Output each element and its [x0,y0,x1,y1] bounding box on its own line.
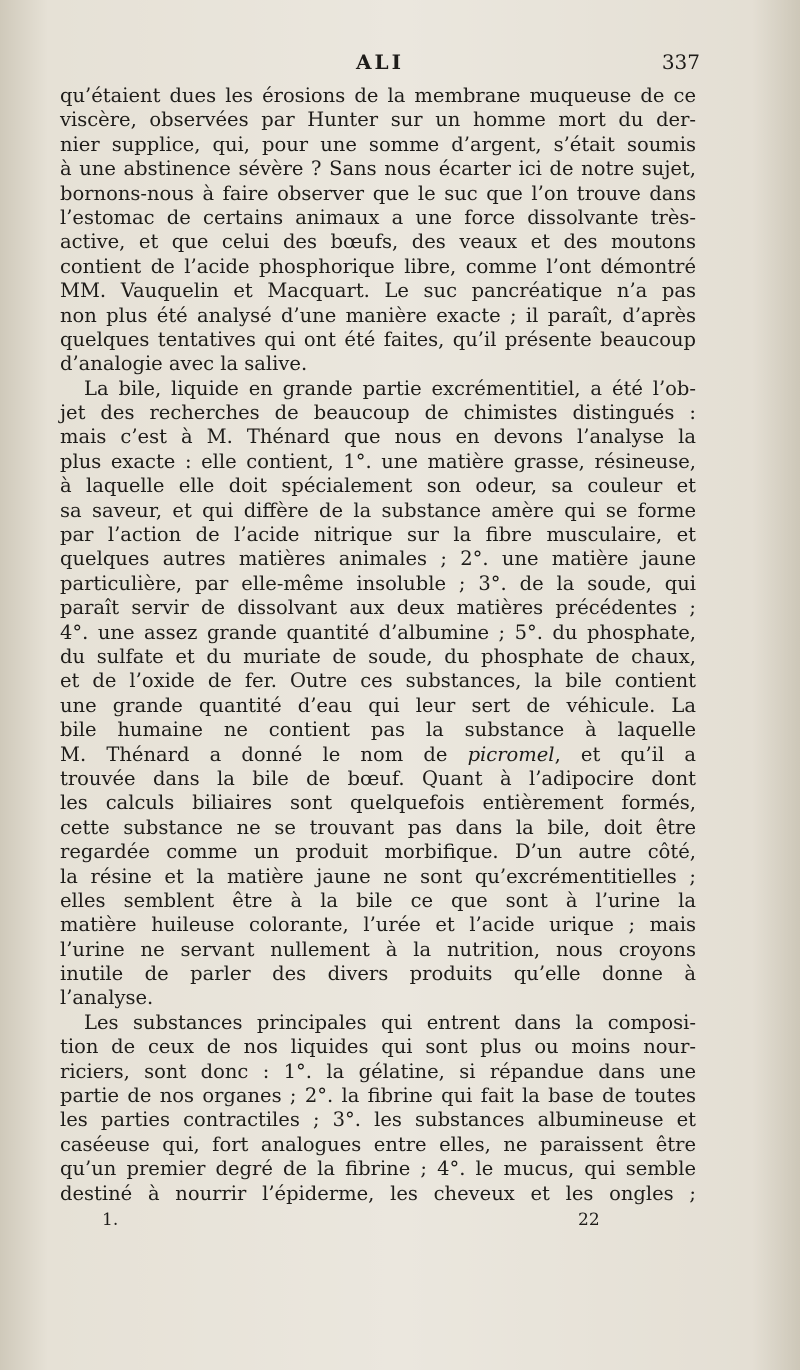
text-line: par l’action de l’acide nitrique sur la fibre musculaire, et [60,523,696,547]
text-line: Les substances principales qui entrent dans la composi- [84,1010,696,1034]
text-line: cette substance ne se trouvant pas dans la bile, doit être [60,815,696,839]
text-segment: , et qu’il a [554,742,696,766]
text-line: regardée comme un produit morbifique. D’un autre côté, [60,840,696,864]
text-line: mais c’est à M. Thénard que nous en devons l’analyse la [60,425,696,449]
page-footer [60,1210,700,1238]
text-segment: M. Thénard a donné le nom de [60,742,468,766]
italic-term: picromel [467,742,555,766]
text-line: sa saveur, et qui diffère de la substance amère qui se forme [60,498,696,522]
text-line: riciers, sont donc : 1°. la gélatine, si répandue dans une [60,1059,696,1083]
text-line: 4°. une assez grande quantité d’albumine ; 5°. du phosphate, [60,620,696,644]
text-line: l’analyse. [60,986,154,1010]
page-number: 337 [661,50,700,74]
text-line: matière huileuse colorante, l’urée et l’acide urique ; mais [60,913,696,937]
running-head: ALI [356,50,404,74]
text-line: quelques autres matières animales ; 2°. une matière jaune [60,547,696,571]
text-line: elles semblent être à la bile ce que sont à l’urine la [60,888,696,912]
text-line: à laquelle elle doit spécialement son odeur, sa couleur et [60,474,696,498]
text-line: quelques tentatives qui ont été faites, qu’il présente beaucoup [60,327,696,351]
text-line: une grande quantité d’eau qui leur sert de véhicule. La [60,693,696,717]
body-text [60,84,696,1206]
text-line: à une abstinence sévère ? Sans nous écarter ici de notre sujet, [60,157,696,181]
text-line: jet des recherches de beaucoup de chimistes distingués : [60,401,696,425]
text-line: non plus été analysé d’une manière exacte ; il paraît, d’après [60,303,696,327]
text-line: paraît servir de dissolvant aux deux matières précédentes ; [60,596,696,620]
text-line: active, et que celui des bœufs, des veaux et des moutons [60,230,696,254]
text-line: MM. Vauquelin et Macquart. Le suc pancréatique n’a pas [60,279,696,303]
text-line: les parties contractiles ; 3°. les substances albumineuse et [60,1108,696,1132]
text-line: et de l’oxide de fer. Outre ces substances, la bile contient [60,669,696,693]
text-line: caséeuse qui, fort analogues entre elles, ne paraissent être [60,1132,696,1156]
text-line: les calculs biliaires sont quelquefois entièrement formés, [60,791,696,815]
text-line: contient de l’acide phosphorique libre, comme l’ont démontré [60,254,696,278]
text-line: l’urine ne servant nullement à la nutrition, nous croyons [60,937,696,961]
text-line: inutile de parler des divers produits qu’elle donne à [60,962,696,986]
text-line: tion de ceux de nos liquides qui sont plus ou moins nour- [60,1035,696,1059]
text-line: La bile, liquide en grande partie excrémentitiel, a été l’ob- [84,376,696,400]
volume-signature: 1. [102,1210,119,1230]
page-header [60,50,700,80]
text-line: bile humaine ne contient pas la substance à laquelle [60,718,696,742]
text-line-with-italic [60,743,696,767]
signature-number: 22 [578,1210,600,1230]
text-line: destiné à nourrir l’épiderme, les cheveux et les ongles ; [60,1181,696,1205]
text-line: qu’étaient dues les érosions de la membrane muqueuse de ce [60,84,696,107]
text-line: la résine et la matière jaune ne sont qu’excrémentitielles ; [60,864,696,888]
text-line: l’estomac de certains animaux a une force dissolvante très- [60,205,696,229]
text-line: trouvée dans la bile de bœuf. Quant à l’adipocire dont [60,766,696,790]
text-line: nier supplice, qui, pour une somme d’argent, s’était soumis [60,132,696,156]
text-line: particulière, par elle-même insoluble ; 3°. de la soude, qui [60,571,696,595]
text-line: plus exacte : elle contient, 1°. une matière grasse, résineuse, [60,449,696,473]
text-line: partie de nos organes ; 2°. la fibrine qui fait la base de toutes [60,1084,696,1108]
text-line: bornons-nous à faire observer que le suc que l’on trouve dans [60,181,696,205]
text-line: d’analogie avec la salive. [60,352,308,376]
text-line: du sulfate et du muriate de soude, du phosphate de chaux, [60,644,696,668]
text-line: qu’un premier degré de la fibrine ; 4°. le mucus, qui semble [60,1157,696,1181]
text-line: viscère, observées par Hunter sur un homme mort du der- [60,108,696,132]
